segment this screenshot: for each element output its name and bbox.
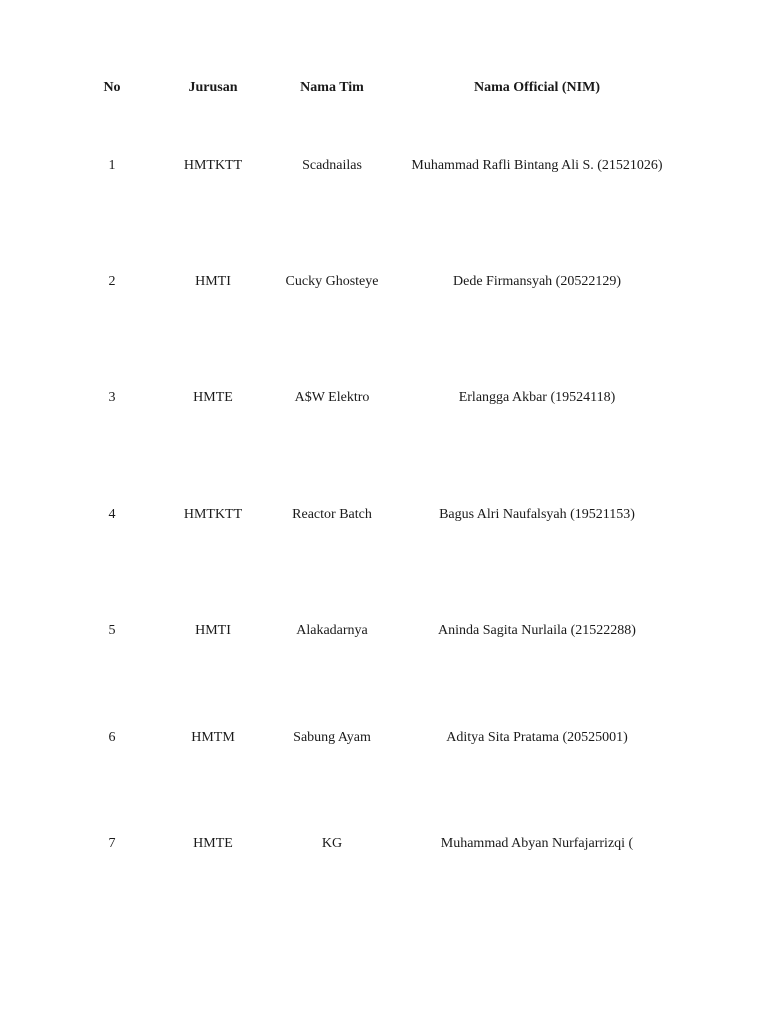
table-row: [0, 506, 768, 524]
row-nama-official: Aditya Sita Pratama (20525001): [446, 730, 628, 745]
table-header-row: [0, 79, 768, 97]
table-row: [0, 273, 768, 291]
row-nama-official: Muhammad Abyan Nurfajarrizqi (: [440, 836, 634, 851]
row-jurusan: HMTE: [193, 390, 233, 405]
row-nama-tim: A$W Elektro: [294, 390, 370, 405]
row-nama-tim: Cucky Ghosteye: [285, 274, 379, 289]
row-no: 6: [108, 730, 116, 745]
row-nama-official: Erlangga Akbar (19524118): [458, 390, 616, 405]
row-no: 3: [108, 390, 116, 405]
header-nama-tim: Nama Tim: [300, 80, 364, 95]
row-jurusan: HMTKTT: [183, 507, 243, 522]
table-row: [0, 729, 768, 747]
row-no: 5: [108, 623, 116, 638]
header-jurusan: Jurusan: [188, 80, 238, 95]
row-nama-tim: KG: [321, 836, 343, 851]
row-jurusan: HMTM: [191, 730, 235, 745]
row-jurusan: HMTI: [195, 274, 231, 289]
row-jurusan: HMTE: [193, 836, 233, 851]
row-nama-official: Aninda Sagita Nurlaila (21522288): [438, 623, 636, 638]
table-row: [0, 157, 768, 175]
row-nama-official: Bagus Alri Naufalsyah (19521153): [439, 507, 635, 522]
table-row: [0, 835, 768, 853]
row-nama-official: Dede Firmansyah (20522129): [453, 274, 621, 289]
row-jurusan: HMTKTT: [183, 158, 243, 173]
row-nama-official: Muhammad Rafli Bintang Ali S. (21521026): [411, 158, 663, 173]
table-row: [0, 389, 768, 407]
row-no: 2: [108, 274, 116, 289]
row-nama-tim: Alakadarnya: [296, 623, 368, 638]
row-nama-tim: Reactor Batch: [292, 507, 372, 522]
row-nama-tim: Scadnailas: [302, 158, 362, 173]
row-no: 4: [108, 507, 116, 522]
row-jurusan: HMTI: [195, 623, 231, 638]
table-row: [0, 622, 768, 640]
row-no: 1: [108, 158, 116, 173]
header-nama-official: Nama Official (NIM): [474, 80, 600, 95]
row-no: 7: [108, 836, 116, 851]
row-nama-tim: Sabung Ayam: [293, 730, 371, 745]
header-no: No: [103, 80, 121, 95]
